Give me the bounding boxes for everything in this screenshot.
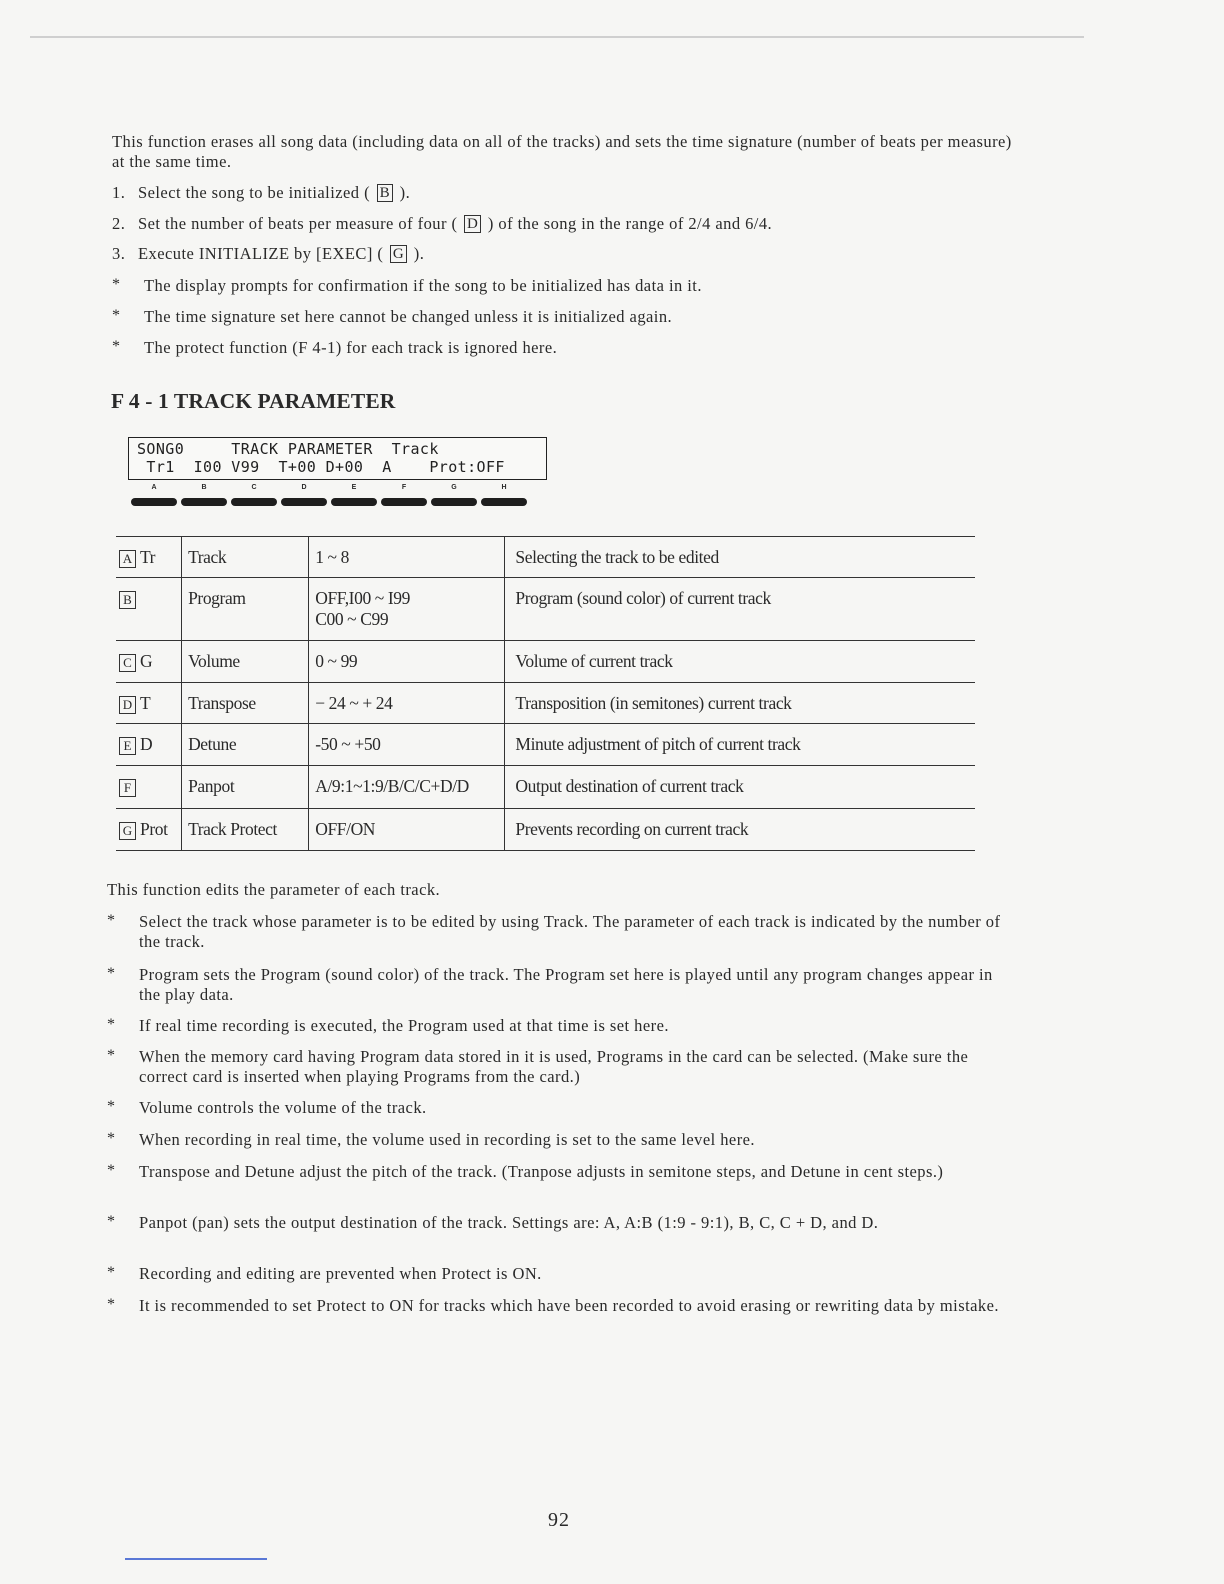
step-text: ). <box>413 244 425 263</box>
range-line-2: C00 ~ C99 <box>315 609 389 629</box>
lcd-row-2: Tr1 I00 V99 T+00 D+00 A Prot:OFF <box>137 458 505 476</box>
step-text: Execute INITIALIZE by [EXEC] ( <box>138 244 384 263</box>
bullet-star: * <box>112 307 120 324</box>
abbr: G <box>140 651 153 671</box>
note-text: When recording in real time, the volume used in recording is set to the same level here. <box>139 1130 755 1149</box>
param-cell: Volume <box>182 641 309 683</box>
range-cell <box>309 537 505 578</box>
range: 1 ~ 8 <box>315 547 349 567</box>
table-row <box>116 578 975 641</box>
softkey-label: B <box>201 484 207 491</box>
softkey-e <box>330 484 378 514</box>
page-number: 92 <box>548 1509 570 1531</box>
key-box: E <box>119 737 136 755</box>
note-text: It is recommended to set Protect to ON for tracks which have been recorded to avoid erasing or rewriting data by mistake. <box>139 1296 999 1315</box>
range: -50 ~ +50 <box>315 734 381 754</box>
step-text: ). <box>399 183 411 202</box>
range-cell <box>309 578 505 641</box>
note-text: Panpot (pan) sets the output destination of the track. Settings are: A, A:B (1:9 - 9:1), B, C, C + D, and D. <box>139 1213 879 1232</box>
key-box: C <box>119 654 136 672</box>
bullet-star: * <box>107 965 115 982</box>
lcd-row-1: SONG0 TRACK PARAMETER Track <box>137 440 439 458</box>
softkey-b <box>180 484 228 514</box>
key-box: B <box>119 591 136 609</box>
range-cell <box>309 683 505 724</box>
desc-cell: Program (sound color) of current track <box>505 578 975 641</box>
table-row <box>116 683 975 724</box>
softkey-bar <box>381 498 427 506</box>
key-cell <box>116 766 182 809</box>
body-paragraph: This function edits the parameter of each track. <box>107 880 441 899</box>
abbr: Prot <box>140 819 168 839</box>
range: OFF/ON <box>315 819 376 839</box>
desc-cell: Minute adjustment of pitch of current track <box>505 724 975 766</box>
step-3 <box>112 244 424 264</box>
range-cell <box>309 641 505 683</box>
key-box: G <box>390 245 407 263</box>
table-row <box>116 724 975 766</box>
param-cell: Detune <box>182 724 309 766</box>
range: A/9:1~1:9/B/C/C+D/D <box>315 776 469 796</box>
range: OFF,I00 ~ I99 <box>315 588 410 608</box>
range: − 24 ~ + 24 <box>315 693 393 713</box>
param-cell: Panpot <box>182 766 309 809</box>
key-cell <box>116 537 182 578</box>
range-cell <box>309 809 505 851</box>
key-box: F <box>119 779 136 797</box>
softkey-label: A <box>151 484 157 491</box>
step-number: 3. <box>112 244 126 263</box>
note-text: Recording and editing are prevented when Protect is ON. <box>139 1264 542 1283</box>
table-row <box>116 537 975 578</box>
key-box: B <box>377 184 393 202</box>
key-cell <box>116 809 182 851</box>
lcd-display <box>128 437 547 480</box>
bullet-star: * <box>107 1264 115 1281</box>
softkey-bar <box>231 498 277 506</box>
note-text: The protect function (F 4-1) for each track is ignored here. <box>144 338 558 357</box>
note-text: Program sets the Program (sound color) of the track. The Program set here is played until any program changes appear in the play data. <box>139 965 993 1004</box>
bullet-star: * <box>112 338 120 355</box>
key-box: D <box>464 215 481 233</box>
bullet-star: * <box>107 1162 115 1179</box>
bullet-star: * <box>107 1213 115 1230</box>
softkey-bar <box>431 498 477 506</box>
key-box: G <box>119 822 136 840</box>
note-text: Transpose and Detune adjust the pitch of the track. (Tranpose adjusts in semitone steps, and Detune in cent steps.) <box>139 1162 944 1181</box>
bullet-star: * <box>107 1098 115 1115</box>
step-number: 1. <box>112 183 126 202</box>
note-text: Select the track whose parameter is to be edited by using Track. The parameter of each track is indicated by the number of the track. <box>139 912 1001 951</box>
softkey-f <box>380 484 428 514</box>
range-cell <box>309 766 505 809</box>
param-cell: Track Protect <box>182 809 309 851</box>
bullet-star: * <box>107 912 115 929</box>
note-text: The time signature set here cannot be changed unless it is initialized again. <box>144 307 673 326</box>
softkey-c <box>230 484 278 514</box>
step-text: ) of the song in the range of 2/4 and 6/4. <box>487 214 773 233</box>
desc-cell: Selecting the track to be edited <box>505 537 975 578</box>
step-2 <box>112 214 772 234</box>
range: 0 ~ 99 <box>315 651 358 671</box>
desc-cell: Volume of current track <box>505 641 975 683</box>
softkey-label: H <box>501 484 507 491</box>
softkey-a <box>130 484 178 514</box>
abbr: D <box>140 734 153 754</box>
table-row <box>116 641 975 683</box>
bullet-star: * <box>107 1130 115 1147</box>
note-text: The display prompts for confirmation if the song to be initialized has data in it. <box>144 276 702 295</box>
softkey-label: D <box>301 484 307 491</box>
key-cell <box>116 683 182 724</box>
param-cell: Program <box>182 578 309 641</box>
softkey-label: G <box>451 484 457 491</box>
key-cell <box>116 724 182 766</box>
desc-cell: Transposition (in semitones) current track <box>505 683 975 724</box>
softkey-label: C <box>251 484 257 491</box>
key-cell <box>116 578 182 641</box>
table-row <box>116 766 975 809</box>
softkey-row <box>130 484 540 514</box>
top-rule <box>30 36 1084 38</box>
bullet-star: * <box>107 1296 115 1313</box>
softkey-d <box>280 484 328 514</box>
softkey-bar <box>131 498 177 506</box>
desc-cell: Prevents recording on current track <box>505 809 975 851</box>
softkey-g <box>430 484 478 514</box>
bottom-rule <box>125 1558 267 1560</box>
note-text: When the memory card having Program data stored in it is used, Programs in the card can be selected. (Make sure the correct card is inserted when playing Programs from the card.) <box>139 1047 969 1086</box>
step-text: Set the number of beats per measure of four ( <box>138 214 458 233</box>
bullet-star: * <box>107 1016 115 1033</box>
key-box: D <box>119 696 136 714</box>
softkey-bar <box>281 498 327 506</box>
bullet-star: * <box>107 1047 115 1064</box>
note-text: If real time recording is executed, the Program used at that time is set here. <box>139 1016 669 1035</box>
key-box: A <box>119 550 136 568</box>
softkey-bar <box>481 498 527 506</box>
range-cell <box>309 724 505 766</box>
step-number: 2. <box>112 214 126 233</box>
softkey-bar <box>181 498 227 506</box>
softkey-label: E <box>351 484 357 491</box>
desc-cell: Output destination of current track <box>505 766 975 809</box>
table-row <box>116 809 975 851</box>
section-title: F 4 - 1 TRACK PARAMETER <box>111 389 396 413</box>
intro-paragraph: This function erases all song data (including data on all of the tracks) and sets the time signature (number of beats per measure) at the same time. <box>112 132 1012 171</box>
param-cell: Transpose <box>182 683 309 724</box>
param-cell: Track <box>182 537 309 578</box>
step-1 <box>112 183 410 203</box>
parameter-table <box>116 536 975 851</box>
abbr: T <box>140 693 151 713</box>
softkey-h <box>480 484 528 514</box>
softkey-label: F <box>401 484 407 491</box>
step-text: Select the song to be initialized ( <box>138 183 371 202</box>
bullet-star: * <box>112 276 120 293</box>
note-text: Volume controls the volume of the track. <box>139 1098 427 1117</box>
softkey-bar <box>331 498 377 506</box>
key-cell <box>116 641 182 683</box>
abbr: Tr <box>140 547 156 567</box>
